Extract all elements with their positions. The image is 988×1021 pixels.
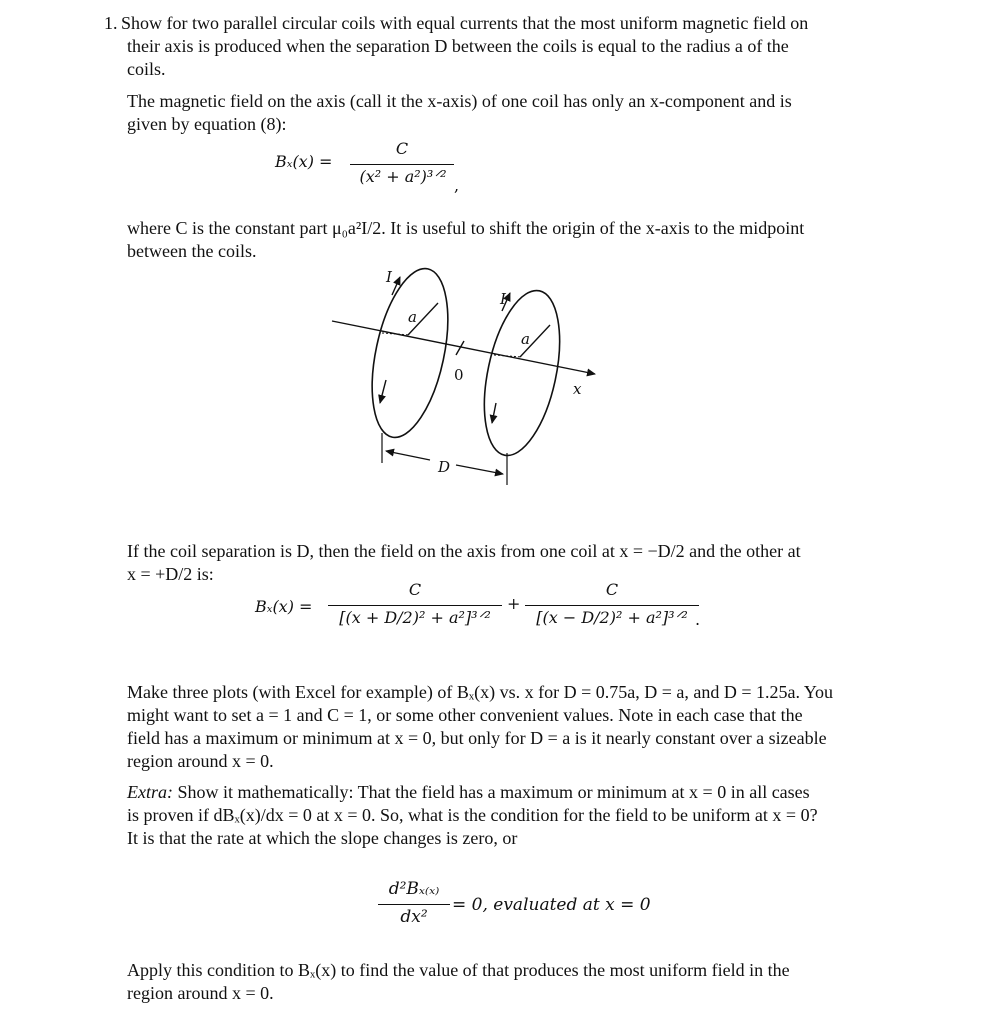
eq1-fraction-bar (350, 164, 454, 165)
eq2-trail: . (695, 610, 701, 629)
extra-line-3: It is that the rate at which the slope changes is zero, or (127, 828, 518, 848)
radius-label-1: a (408, 308, 417, 326)
eq2-den1: [(x + D/2)² + a²]³ᐟ² (339, 608, 491, 627)
extra-text-1: Show it mathematically: That the field has a maximum or minimum at x = 0 in all cases (172, 782, 810, 802)
plots-line-3: field has a maximum or minimum at x = 0, but only for D = a is it nearly constant over a sizeable (127, 728, 827, 748)
radius-label-2: a (521, 330, 530, 348)
plots-line-4: region around x = 0. (127, 751, 274, 771)
eq2-lhs: Bₓ(x) = (255, 597, 313, 616)
eq2-num2: C (605, 580, 619, 599)
separation-label: D (438, 458, 451, 476)
where-line-2: between the coils. (127, 241, 257, 261)
eq2-plus: + (507, 594, 521, 613)
coils-figure (320, 255, 620, 495)
axis-label: x (573, 380, 582, 398)
current-label-2: I (500, 290, 506, 308)
eq2-den2: [(x − D/2)² + a²]³ᐟ² (536, 608, 688, 627)
coil-1 (359, 262, 461, 444)
plots-line-1: Make three plots (with Excel for example) of Bₓ(x) vs. x for D = 0.75a, D = a, and D = 1.25a. You (127, 682, 834, 702)
eq1-numerator: C (395, 139, 409, 158)
axis-field-line-2: given by equation (8): (127, 114, 287, 134)
problem-number: 1. (104, 13, 118, 33)
plots-line-2: might want to set a = 1 and C = 1, or some other convenient values. Note in each case that the (127, 705, 803, 725)
axis-field-line-1: The magnetic field on the axis (call it the x-axis) of one coil has only an x-component and is (127, 91, 792, 111)
intro-line-1: Show for two parallel circular coils with equal currents that the most uniform magnetic field on (121, 13, 809, 33)
d-arrow-left (386, 451, 430, 460)
apply-line-2: region around x = 0. (127, 983, 274, 1003)
eq2-num1: C (408, 580, 422, 599)
current-arrow-3 (380, 380, 386, 403)
origin-label: 0 (454, 366, 464, 384)
where-line-1: where C is the constant part μ₀a²I/2. It is useful to shift the origin of the x-axis to the midpoint (127, 218, 805, 238)
eq2-bar-1 (328, 605, 502, 606)
eq2-bar-2 (525, 605, 699, 606)
current-label-1: I (386, 268, 392, 286)
extra-label: Extra: (127, 782, 173, 802)
eq3-denominator: dx² (400, 907, 428, 927)
separation-line-2: x = +D/2 is: (127, 564, 214, 584)
eq1-denominator: (x² + a²)³ᐟ² (359, 167, 447, 186)
intro-line-2: their axis is produced when the separation D between the coils is equal to the radius a of the (127, 36, 789, 56)
coil-2 (471, 284, 572, 462)
separation-line-1: If the coil separation is D, then the field on the axis from one coil at x = −D/2 and the other at (127, 541, 801, 561)
extra-line-1 (127, 781, 810, 804)
apply-line-1: Apply this condition to Bₓ(x) to find the value of that produces the most uniform field in the (127, 960, 790, 980)
eq1-lhs: Bₓ(x) = (275, 152, 333, 171)
extra-line-2: is proven if dBₓ(x)/dx = 0 at x = 0. So, what is the condition for the field to be uniform at x = 0? (127, 805, 818, 825)
current-arrow-4 (492, 403, 496, 423)
intro-line-3: coils. (127, 59, 166, 79)
eq1-trail: , (454, 176, 460, 195)
eq3-bar (378, 904, 450, 905)
d-arrow-right (456, 465, 503, 474)
eq3-numerator: d²Bₓ₍ₓ₎ (388, 879, 440, 899)
eq3-rhs: = 0, evaluated at x = 0 (452, 895, 651, 915)
